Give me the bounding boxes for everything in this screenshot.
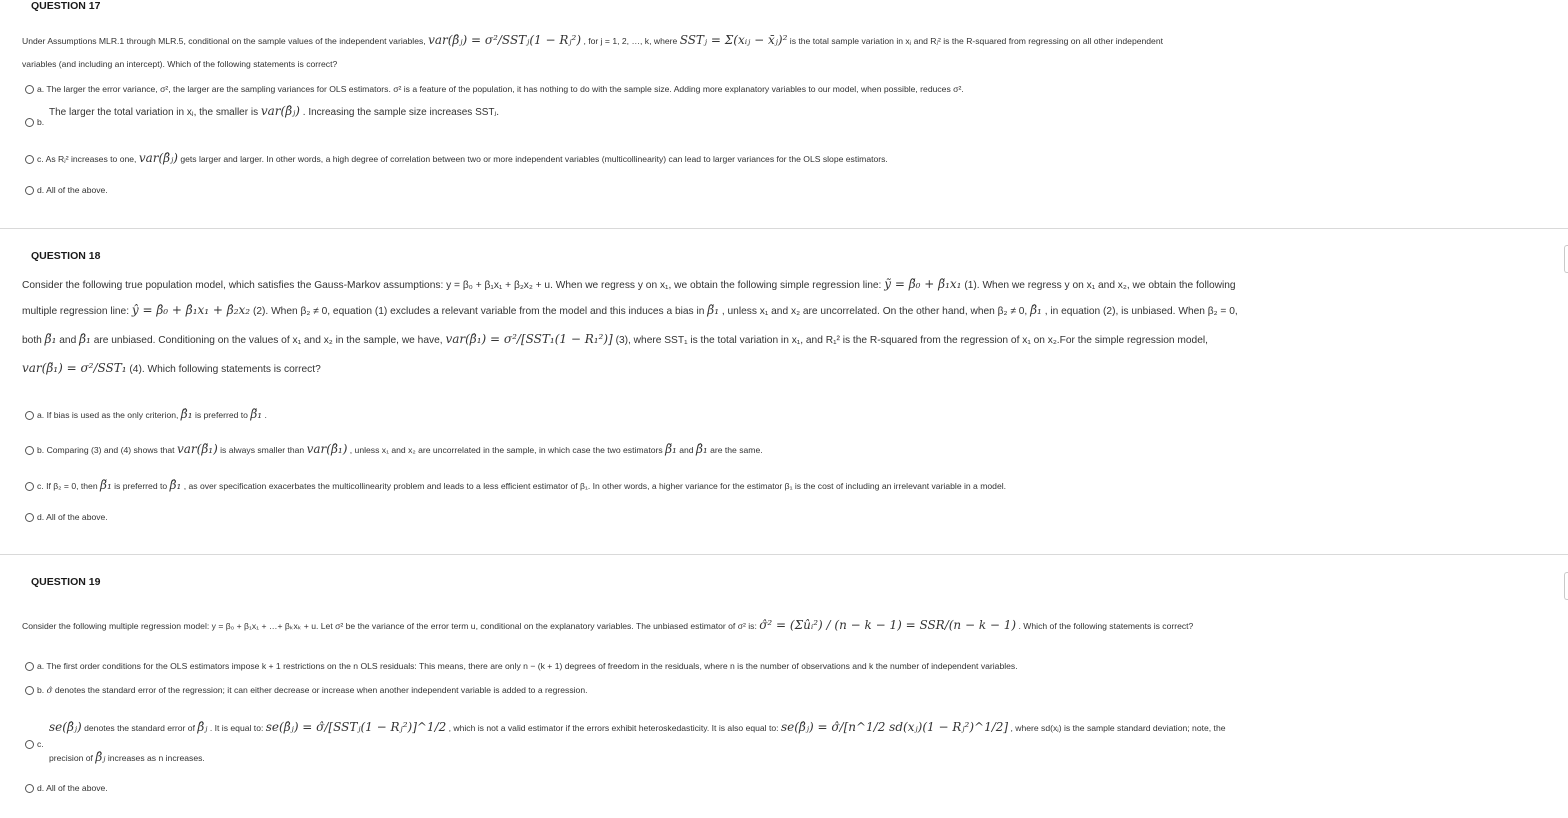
beta-tilde: β̃₁ xyxy=(100,478,112,492)
variance-formula: var(β̂ⱼ) xyxy=(260,104,300,118)
option-text: is preferred to xyxy=(114,481,168,491)
beta-hat: β̂₁ xyxy=(1030,303,1042,317)
beta-tilde: β̃₁ xyxy=(250,407,263,421)
option-letter: d. xyxy=(37,185,45,195)
variance-formula: var(β̂₁) xyxy=(306,442,348,456)
divider xyxy=(0,228,1568,229)
question-stem-line-1 xyxy=(22,277,1236,291)
stem-text: (1). When we regress y on x₁ and x₂, we obtain the following xyxy=(964,280,1236,291)
radio-button[interactable] xyxy=(25,513,34,522)
question-title: QUESTION 19 xyxy=(31,576,101,588)
option-text: As Rⱼ² increases to one, xyxy=(45,154,137,164)
option-text: precision of xyxy=(49,753,93,763)
option-b[interactable] xyxy=(25,685,588,696)
beta-tilde: β̃₁ xyxy=(707,303,719,317)
option-a[interactable] xyxy=(25,407,267,421)
option-letter: c. xyxy=(37,739,44,749)
stem-text: Consider the following multiple regression model: y = β₀ + β₁x₁ + …+ βₖxₖ + u. Let σ² be the variance of the error term u, conditional on the explanatory variables. The unbiased estimator of σ² is: xyxy=(22,621,757,631)
option-text: denotes the standard error of the regression; it can either decrease or increase when another independent variable is added to a regression. xyxy=(54,685,588,695)
variance-formula: var(β̂ⱼ) = σ²/SSTⱼ(1 − Rⱼ²) xyxy=(428,33,582,47)
option-a[interactable] xyxy=(25,84,964,94)
option-text: All of the above. xyxy=(46,783,108,793)
option-text: The larger the total variation in xⱼ, the smaller is xyxy=(49,107,259,118)
option-a[interactable] xyxy=(25,661,1018,671)
option-text: . xyxy=(264,410,267,420)
question-title: QUESTION 18 xyxy=(31,250,101,262)
beta-hat: β̂₁ xyxy=(79,332,91,346)
stem-text: . Which of the following statements is correct? xyxy=(1018,621,1194,631)
radio-button[interactable] xyxy=(25,446,34,455)
radio-button[interactable] xyxy=(25,118,34,127)
option-letter: d. xyxy=(37,512,45,522)
option-text: If bias is used as the only criterion, xyxy=(46,410,179,420)
radio-button[interactable] xyxy=(25,155,34,164)
scroll-handle[interactable] xyxy=(1564,572,1568,600)
option-text: denotes the standard error of xyxy=(84,723,195,733)
stem-text: (3), where SST₁ is the total variation in x₁, and R₁² is the R-squared from the regression of x₁ on x₂.For the simple regression model, xyxy=(615,335,1208,346)
stem-text: is the total sample variation in xⱼ and Rⱼ² is the R-squared from regressing on all other independent xyxy=(789,36,1164,46)
beta-hat: β̂₁ xyxy=(169,478,182,492)
option-letter: d. xyxy=(37,783,45,793)
option-letter: c. xyxy=(37,154,44,164)
option-d[interactable] xyxy=(25,512,108,522)
stem-text: (2). When β₂ ≠ 0, equation (1) excludes a relevant variable from the model and this induces a bias in xyxy=(252,306,705,317)
option-text: . It is equal to: xyxy=(209,723,264,733)
option-text: and xyxy=(679,445,694,455)
radio-button[interactable] xyxy=(25,662,34,671)
variance-formula: var(β̃₁) xyxy=(176,442,218,456)
stem-text: multiple regression line: xyxy=(22,306,130,317)
divider xyxy=(0,554,1568,555)
radio-button[interactable] xyxy=(25,85,34,94)
option-text: Comparing (3) and (4) shows that xyxy=(46,445,175,455)
question-stem-line-2 xyxy=(22,303,1238,317)
option-text: If β₂ = 0, then xyxy=(46,481,98,491)
option-letter: b. xyxy=(37,117,45,127)
option-text: All of the above. xyxy=(46,185,108,195)
option-b[interactable] xyxy=(25,442,763,456)
option-d[interactable] xyxy=(25,185,108,195)
option-text: , where sd(xⱼ) is the sample standard deviation; note, the xyxy=(1010,723,1226,733)
question-stem-line-4 xyxy=(22,361,321,375)
sst-formula: SSTⱼ = Σ(xᵢⱼ − x̄ⱼ)² xyxy=(679,33,788,47)
option-c-line-2 xyxy=(49,750,205,764)
stem-text: Under Assumptions MLR.1 through MLR.5, conditional on the sample values of the independent variables, xyxy=(22,36,426,46)
option-c-line-1 xyxy=(49,720,1226,734)
beta-hat: β̂₁ xyxy=(695,442,708,456)
multiple-regression-formula: ŷ = β̂₀ + β̂₁x₁ + β̂₂x₂ xyxy=(131,303,251,317)
stem-text: are unbiased. Conditioning on the values of x₁ and x₂ in the sample, we have, xyxy=(93,335,443,346)
variance-formula: var(β̂ⱼ) xyxy=(138,151,178,165)
question-stem-line-1 xyxy=(22,33,1163,47)
variance-formula: var(β̂₁) = σ²/[SST₁(1 − R₁²)] xyxy=(445,332,613,346)
option-b-text xyxy=(49,104,499,118)
option-letter: b. xyxy=(37,685,45,695)
option-c[interactable] xyxy=(25,151,888,165)
stem-text: Consider the following true population model, which satisfies the Gauss-Markov assumptions: y = β₀ + β₁x₁ + β₂x₂ + u. When we regress y on x₁, we obtain the following simple regression line: xyxy=(22,280,882,291)
beta-hat: β̂ⱼ xyxy=(95,750,106,764)
option-text: , which is not a valid estimator if the errors exhibit heteroskedasticity. It is also equal to: xyxy=(448,723,779,733)
option-text: The larger the error variance, σ², the larger are the sampling variances for OLS estimators. σ² is a feature of the population, it has nothing to do with the sample size. Adding more explanatory variables to our model, when possible, reduces σ². xyxy=(46,84,964,94)
stem-text: , for j = 1, 2, …, k, where xyxy=(583,36,678,46)
option-text: All of the above. xyxy=(46,512,108,522)
simple-regression-formula: ỹ = β̃₀ + β̃₁x₁ xyxy=(884,277,962,291)
option-letter: c. xyxy=(37,481,44,491)
scroll-handle[interactable] xyxy=(1564,245,1568,273)
standard-error-formula: se(β̂ⱼ) = σ̂/[SSTⱼ(1 − Rⱼ²)]^1/2 xyxy=(265,720,447,734)
stem-text: , unless x₁ and x₂ are uncorrelated. On the other hand, when β₂ ≠ 0, xyxy=(721,306,1028,317)
option-letter: a. xyxy=(37,661,45,671)
stem-text: , in equation (2), is unbiased. When β₂ = 0, xyxy=(1044,306,1238,317)
option-c[interactable] xyxy=(25,739,44,749)
option-text: The first order conditions for the OLS estimators impose k + 1 restrictions on the n OLS residuals: This means, there are only n − (k + 1) degrees of freedom in the residuals, where n is the number of observations and k the number of independent variables. xyxy=(46,661,1018,671)
option-b[interactable] xyxy=(25,117,44,127)
beta-tilde: β̃₁ xyxy=(44,332,57,346)
option-text: , as over specification exacerbates the multicollinearity problem and leads to a less efficient estimator of β₁. In other words, a higher variance for the estimator β₁ is the cost of including an irrelevant variable in a model. xyxy=(183,481,1007,491)
option-text: are the same. xyxy=(710,445,763,455)
stem-text: (4). Which following statements is correct? xyxy=(129,364,321,375)
option-d[interactable] xyxy=(25,783,108,793)
question-stem xyxy=(22,618,1193,632)
radio-button[interactable] xyxy=(25,686,34,695)
option-text: , unless x₁ and x₂ are uncorrelated in the sample, in which case the two estimators xyxy=(349,445,663,455)
sigma-hat: σ̂ xyxy=(46,686,53,696)
question-stem-line-3 xyxy=(22,332,1208,346)
standard-error-formula: se(β̂ⱼ) = σ̂/[n^1/2 sd(xⱼ)(1 − Rⱼ²)^1/2] xyxy=(780,720,1009,734)
standard-error-formula: se(β̂ⱼ) xyxy=(49,720,82,734)
option-text: is always smaller than xyxy=(220,445,305,455)
option-letter: a. xyxy=(37,410,45,420)
beta-hat: β̂₁ xyxy=(180,407,193,421)
stem-text: both xyxy=(22,335,42,346)
sigma-hat-formula: σ̂² = (Σûᵢ²) / (n − k − 1) = SSR/(n − k − 1) xyxy=(759,618,1017,632)
option-text: increases as n increases. xyxy=(107,753,205,763)
question-title: QUESTION 17 xyxy=(31,0,101,12)
option-text: . Increasing the sample size increases SSTⱼ. xyxy=(302,107,500,118)
radio-button[interactable] xyxy=(25,740,34,749)
option-text: is preferred to xyxy=(194,410,248,420)
beta-tilde: β̃₁ xyxy=(665,442,677,456)
option-c[interactable] xyxy=(25,478,1006,492)
option-text: gets larger and larger. In other words, a high degree of correlation between two or more independent variables (multicollinearity) can lead to larger variances for the OLS slope estimators. xyxy=(180,154,888,164)
variance-formula: var(β̃₁) = σ²/SST₁ xyxy=(22,361,127,375)
radio-button[interactable] xyxy=(25,784,34,793)
option-letter: a. xyxy=(37,84,45,94)
radio-button[interactable] xyxy=(25,482,34,491)
option-letter: b. xyxy=(37,445,45,455)
question-stem-line-2: variables (and including an intercept). Which of the following statements is correct? xyxy=(22,59,338,69)
radio-button[interactable] xyxy=(25,411,34,420)
radio-button[interactable] xyxy=(25,186,34,195)
beta-hat: β̂ⱼ xyxy=(197,720,208,734)
stem-text: and xyxy=(59,335,77,346)
